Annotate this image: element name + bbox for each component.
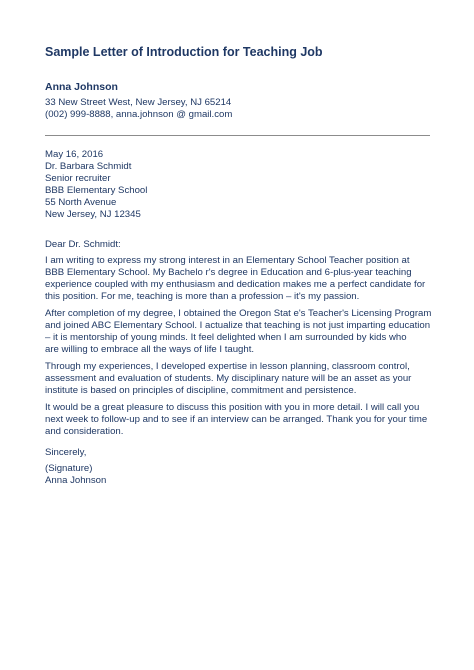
document-title: Sample Letter of Introduction for Teaching Job bbox=[45, 45, 323, 59]
paragraph-line: institute is based on principles of discipline, commitment and persistence. bbox=[45, 384, 357, 396]
paragraph-line: – it is mentorship of young minds. It feel delighted when I am surrounded by kids who bbox=[45, 331, 407, 343]
signature-block bbox=[45, 463, 435, 487]
sender-address: 33 New Street West, New Jersey, NJ 65214 bbox=[45, 97, 232, 108]
paragraph-line: are willing to embrace all the ways of life I taught. bbox=[45, 343, 255, 355]
paragraph-line: After completion of my degree, I obtained the Oregon Stat e's Teacher's Licensing Program bbox=[45, 308, 432, 319]
paragraph-1 bbox=[45, 255, 435, 303]
recipient-name: Dr. Barbara Schmidt bbox=[45, 161, 132, 172]
recipient-role: Senior recruiter bbox=[45, 172, 111, 184]
letter-date bbox=[45, 149, 435, 161]
recipient-block bbox=[45, 161, 435, 221]
sender-name: Anna Johnson bbox=[45, 81, 118, 93]
paragraph-line: and joined ABC Elementary School. I actualize that teaching is not just imparting education bbox=[45, 319, 431, 331]
closing-text: Sincerely, bbox=[45, 447, 87, 458]
sender-phone-email: (002) 999-8888, anna.johnson @ gmail.com bbox=[45, 109, 233, 121]
recipient-city: New Jersey, NJ 12345 bbox=[45, 208, 141, 220]
paragraph-line: BBB Elementary School. My Bachelo r's degree in Education and 6-plus-year teaching bbox=[45, 266, 412, 278]
signature-placeholder: (Signature) bbox=[45, 463, 93, 474]
closing bbox=[45, 447, 435, 459]
recipient-street: 55 North Avenue bbox=[45, 196, 117, 208]
sender-contact-block bbox=[45, 97, 232, 121]
paragraph-line: It would be a great pleasure to discuss this position with you in more detail. I will call you bbox=[45, 402, 420, 413]
paragraph-2 bbox=[45, 308, 435, 356]
paragraph-3 bbox=[45, 361, 435, 397]
salutation bbox=[45, 239, 435, 251]
paragraph-line: Through my experiences, I developed expertise in lesson planning, classroom control, bbox=[45, 361, 410, 372]
paragraph-line: and consideration. bbox=[45, 425, 124, 437]
signer-name: Anna Johnson bbox=[45, 474, 107, 486]
recipient-organization: BBB Elementary School bbox=[45, 184, 148, 196]
salutation-text: Dear Dr. Schmidt: bbox=[45, 239, 121, 250]
date-text: May 16, 2016 bbox=[45, 149, 104, 160]
paragraph-line: this position. For me, teaching is more than a profession – it's my passion. bbox=[45, 290, 360, 302]
paragraph-4 bbox=[45, 402, 435, 438]
paragraph-line: next week to follow-up and to see if an interview can be arranged. Thank you for your time bbox=[45, 413, 428, 425]
paragraph-line: assessment and evaluation of students. My disciplinary nature will be an asset as your bbox=[45, 372, 412, 384]
header-divider bbox=[45, 135, 430, 136]
paragraph-line: I am writing to express my strong interest in an Elementary School Teacher position at bbox=[45, 255, 410, 266]
paragraph-line: experience coupled with my enthusiasm and dedication makes me a perfect candidate for bbox=[45, 278, 426, 290]
